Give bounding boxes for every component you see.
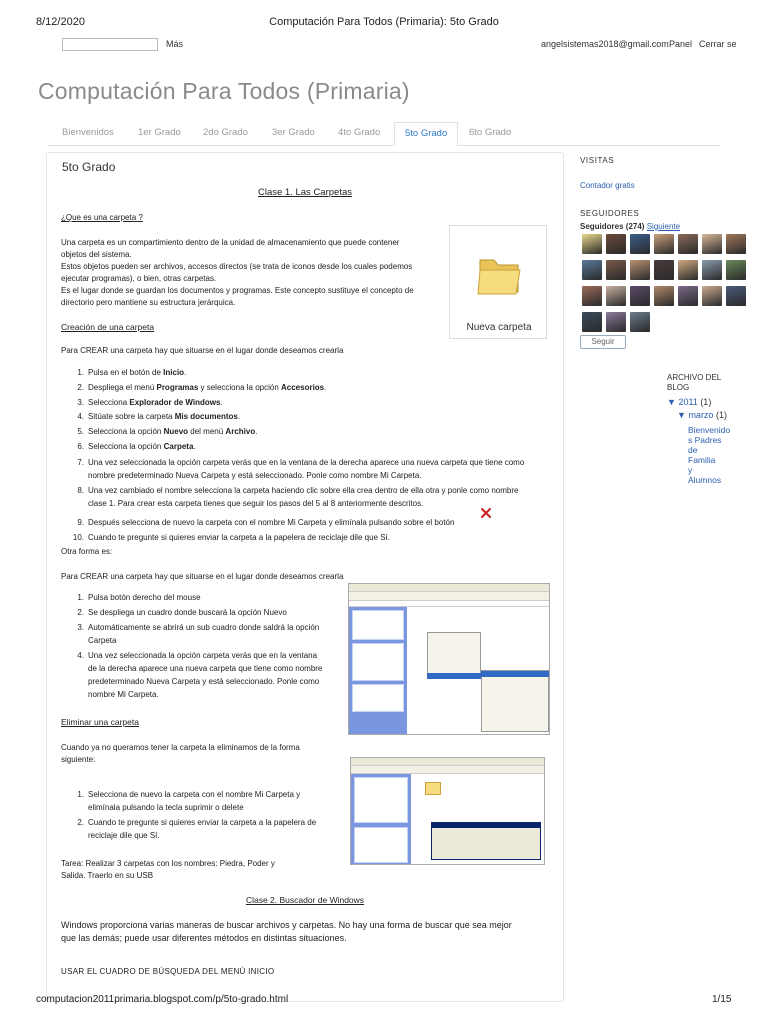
list-item: 3. Selecciona Explorador de Windows. [77, 397, 223, 407]
follower-avatar[interactable] [726, 234, 746, 254]
tarea-text: Tarea: Realizar 3 carpetas con los nombres: Piedra, Poder y Salida. Traerlo en su USB [61, 859, 275, 880]
usar-cuadro-heading: USAR EL CUADRO DE BÚSQUEDA DEL MENÚ INICIO [61, 967, 275, 976]
triangle-down-icon[interactable]: ▼ [667, 397, 676, 407]
list-item: 1. Pulsa botón derecho del mouse [77, 593, 201, 602]
clase2-text: Windows proporciona varias maneras de buscar archivos y carpetas. No hay una forma de buscar que sea mejor que las demás; puede usar diferentes métodos en distintas situaciones. [61, 920, 512, 943]
list-item: 8. Una vez cambiado el nombre selecciona la carpeta haciendo clic sobre ella crea dentro de ella otra y ponle como nombre clase 1. Para crear esta carpeta tienes que seguir los pasos del 5 al 8 anteriormente descritos. [77, 485, 519, 508]
new-folder-image [449, 225, 547, 339]
list-item: 2. Se despliega un cuadro donde buscará la opción Nuevo [77, 608, 287, 617]
follower-avatar[interactable] [702, 286, 722, 306]
follower-avatar[interactable] [678, 234, 698, 254]
list-item: 10. Cuando te pregunte si quieres enviar la carpeta a la papelera de reciclaje dile que Sí. [72, 532, 390, 542]
follower-avatar[interactable] [606, 312, 626, 332]
print-title: Computación Para Todos (Primaria): 5to Grado [269, 16, 499, 28]
more-link[interactable]: Más [166, 39, 184, 49]
steps-list-3 [66, 788, 336, 842]
tab-6to-grado[interactable]: 6to Grado [469, 127, 512, 138]
follower-avatar[interactable] [582, 312, 602, 332]
tab-3er-grado[interactable]: 3er Grado [272, 127, 315, 138]
folder-icon [450, 226, 548, 322]
page-tabs [48, 122, 720, 146]
follower-avatar[interactable] [582, 234, 602, 254]
intro-line: Una carpeta es un compartimiento dentro de la unidad de almacenamiento que puede contener [61, 238, 400, 247]
follower-avatar[interactable] [606, 286, 626, 306]
print-date: 8/12/2020 [36, 16, 85, 28]
follower-avatar[interactable] [582, 260, 602, 280]
follower-avatar[interactable] [678, 286, 698, 306]
post-title: 5to Grado [62, 160, 116, 174]
follower-avatar[interactable] [630, 234, 650, 254]
intro-line: objetos del sistema. [61, 250, 132, 259]
follower-avatar[interactable] [582, 286, 602, 306]
para-crear-text-2: Para CREAR una carpeta hay que situarse en el lugar donde deseamos crearla [61, 572, 344, 581]
follower-avatar[interactable] [702, 260, 722, 280]
list-item: 4. Una vez seleccionada la opción carpeta verás que en la ventana de la derecha aparece una nueva carpeta que tiene como nombre predeterminado Nueva Carpeta y está seleccionado. Ponle como nombre Mi Carpeta. [77, 651, 323, 699]
print-header [0, 16, 768, 30]
list-item: 2. Cuando te pregunte si quieres enviar la carpeta a la papelera de reciclaje dile que Sí. [77, 818, 317, 840]
explorer-context-menu-screenshot [348, 583, 550, 735]
intro-line: Es el lugar donde se guardan los documentos y programas. Este concepto sustituye el concepto de [61, 286, 414, 295]
que-es-heading: ¿Que es una carpeta ? [61, 213, 143, 222]
print-page-number: 1/15 [712, 994, 732, 1005]
seguidores-heading: SEGUIDORES [580, 209, 640, 218]
tab-bienvenidos[interactable]: Bienvenidos [62, 127, 114, 138]
print-url: computacion2011primaria.blogspot.com/p/5to-grado.html [36, 994, 289, 1005]
creacion-heading: Creación de una carpeta [61, 322, 155, 332]
archive-year[interactable]: ▼ 2011 (1) [667, 397, 712, 407]
list-item: 4. Sitúate sobre la carpeta Mis documentos. [77, 412, 241, 422]
folder-label: Nueva carpeta [466, 322, 532, 333]
follower-avatar[interactable] [630, 260, 650, 280]
logout-link[interactable]: Cerrar se [699, 39, 737, 49]
follow-button[interactable]: Seguir [580, 335, 626, 349]
navbar-search-input[interactable] [62, 38, 158, 51]
intro-line: ejecutar programas), o bien, otras carpetas. [61, 274, 217, 283]
follower-avatar[interactable] [630, 286, 650, 306]
clase1-title: Clase 1. Las Carpetas [258, 187, 352, 198]
steps-list-2 [66, 591, 336, 701]
list-item: 9. Después selecciona de nuevo la carpeta con el nombre Mi Carpeta y elimínala pulsando sobre el botón [77, 517, 455, 527]
list-item: 1. Selecciona de nuevo la carpeta con el nombre Mi Carpeta y elimínala pulsando la tecla suprimir o delete [77, 790, 301, 812]
delete-confirmation-screenshot [350, 757, 545, 865]
intro-line: directorio pero mantiene su estructura jerárquica. [61, 298, 236, 307]
tab-2do-grado[interactable]: 2do Grado [203, 127, 248, 138]
list-item: 5. Selecciona la opción Nuevo del menú Archivo. [77, 427, 258, 437]
para-crear-text: Para CREAR una carpeta hay que situarse en el lugar donde deseamos crearla [61, 346, 344, 355]
seguidores-count: Seguidores (274) Siguiente [580, 222, 681, 231]
archive-month[interactable]: ▼ marzo (1) [677, 410, 727, 420]
list-item: 6. Selecciona la opción Carpeta. [77, 441, 196, 451]
follower-avatar[interactable] [654, 260, 674, 280]
list-item: 1. Pulsa en el botón de Inicio. [77, 368, 187, 377]
blog-title[interactable]: Computación Para Todos (Primaria) [38, 78, 410, 104]
follower-avatar[interactable] [606, 260, 626, 280]
follower-avatar[interactable] [678, 260, 698, 280]
intro-paragraph [61, 237, 414, 309]
archive-post-link[interactable]: Bienvenido s Padres de Familia y Alumnos [688, 425, 731, 485]
archivo-heading: ARCHIVO DEL BLOG [667, 373, 722, 392]
follower-avatar[interactable] [726, 260, 746, 280]
list-item: 3. Automáticamente se abrirá un sub cuadro donde saldrá la opción Carpeta [77, 623, 320, 645]
tab-1er-grado[interactable]: 1er Grado [138, 127, 181, 138]
follower-avatar[interactable] [654, 286, 674, 306]
follower-avatar[interactable] [726, 286, 746, 306]
siguiente-link[interactable]: Siguiente [646, 222, 681, 231]
list-item: 7. Una vez seleccionada la opción carpeta verás que en la ventana de la derecha aparece una nueva carpeta que tiene como nombre predeterminado Nueva Carpeta y está seleccionado. Ponle como nombre Mi Carpeta. [77, 457, 525, 480]
blogger-navbar [0, 36, 768, 54]
triangle-down-icon[interactable]: ▼ [677, 410, 686, 420]
eliminar-intro: Cuando ya no queramos tener la carpeta la eliminamos de la forma siguiente: [61, 743, 300, 764]
intro-line: Estos objetos pueden ser archivos, accesos directos (se trata de iconos desde los cuales podemos [61, 262, 413, 271]
follower-avatar[interactable] [606, 234, 626, 254]
follower-avatar[interactable] [702, 234, 722, 254]
follower-avatar[interactable] [630, 312, 650, 332]
delete-x-icon [480, 507, 492, 519]
eliminar-heading: Eliminar una carpeta [61, 717, 139, 727]
visitas-heading: VISITAS [580, 156, 615, 165]
tab-4to-grado[interactable]: 4to Grado [338, 127, 381, 138]
contador-link[interactable]: Contador gratis [580, 181, 635, 190]
follower-avatar[interactable] [654, 234, 674, 254]
otra-forma-text: Otra forma es: [61, 547, 113, 556]
tab-5to-grado[interactable]: 5to Grado [394, 122, 458, 146]
list-item: 2. Despliega el menú Programas y selecciona la opción Accesorios. [77, 382, 327, 392]
user-email: angelsistemas2018@gmail.com [541, 39, 669, 49]
panel-link[interactable]: Panel [669, 39, 693, 49]
clase2-title: Clase 2. Buscador de Windows [245, 895, 365, 905]
